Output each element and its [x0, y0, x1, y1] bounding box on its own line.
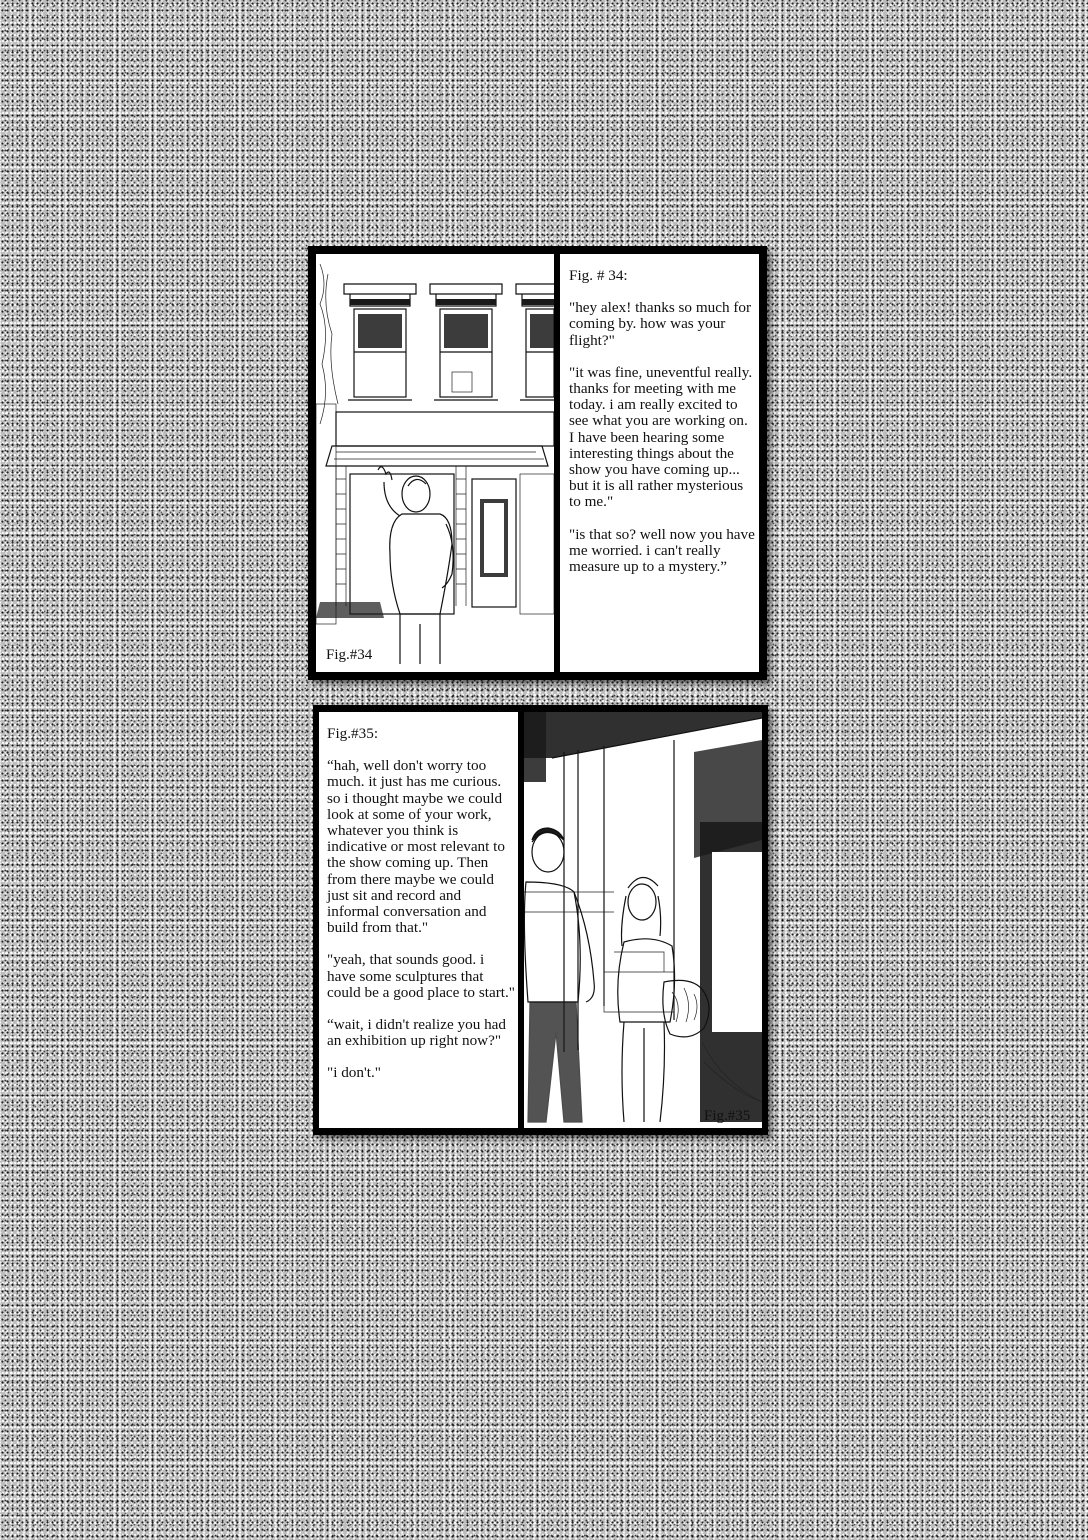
image-caption-fig34: Fig.#34: [326, 647, 373, 663]
street-scene-drawing-icon: [524, 712, 762, 1128]
storefront-drawing-icon: [316, 254, 554, 672]
dialogue-line: "yeah, that sounds good. i have some sculptures that could be a good place to start.": [327, 951, 515, 1001]
dialogue-line: “wait, i didn't realize you had an exhibition up right now?": [327, 1016, 507, 1050]
dialogue-line: "hey alex! thanks so much for coming by. how was your flight?": [569, 299, 752, 349]
street-scene-illustration: [524, 712, 762, 1128]
comic-row-fig34: [308, 246, 767, 680]
dialogue-line: "i don't.": [327, 1064, 381, 1082]
dialogue-line: "is that so? well now you have me worried. i can't really measure up to a mystery.”: [569, 525, 755, 576]
storefront-illustration: [316, 254, 554, 672]
fig34-heading: Fig. # 34:: [569, 267, 628, 284]
image-caption-fig35: Fig.#35: [704, 1108, 751, 1124]
fig35-heading: Fig.#35:: [327, 725, 379, 742]
dialogue-box-fig34: [560, 254, 759, 672]
dialogue-line: “hah, well don't worry too much. it just has me curious. so i thought maybe we could look at some of your work, whatever you think is indicative or most relevant to the show coming up. Then from there maybe we could just sit and record and informal conversation and build from that.": [327, 757, 505, 937]
comic-row-fig35: [313, 705, 768, 1135]
dialogue-line: "it was fine, uneventful really. thanks for meeting with me today. i am really excited to see what you are working on. I have been hearing some interesting things about the show you have coming up... but it is all rather mysterious to me.": [569, 363, 753, 511]
dialogue-box-fig35: [319, 712, 518, 1128]
